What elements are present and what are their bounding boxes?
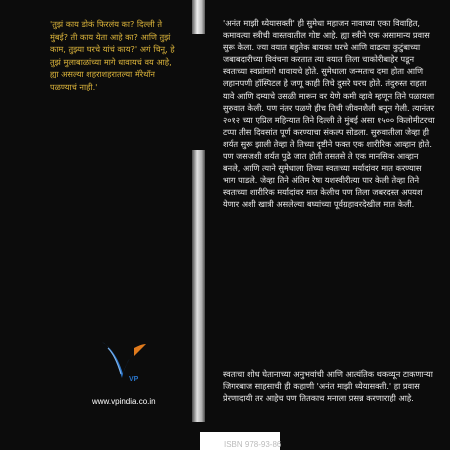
tagline-text: स्वतःचा शोध घेतानाच्या अनुभवांची आणि आत्यंतिक थकव्यून टाकणाऱ्या जिगरबाज साहसाची ही कहाणी 'अनंत माझी ध्येयासक्ती.' हा प्रवास प्रेरणादायी तर आहेच पण तितकाच मनाला प्रसन्न करणाराही आहे. — [223, 369, 433, 404]
book-synopsis — [223, 17, 435, 213]
divider-bar-top — [192, 0, 205, 34]
book-tagline — [223, 368, 435, 404]
isbn-text: ISBN 978-93-86 — [224, 440, 282, 449]
publisher-website: www.vpindia.co.in — [92, 397, 156, 406]
divider-bar-middle — [192, 150, 205, 422]
logo-monogram: VP — [129, 376, 139, 383]
synopsis-paragraph: 'अनंत माझी ध्येयासक्ती' ही सुमेधा महाजन नावाच्या एका विवाहित, कमावत्या स्त्रीची वास्तवातील गोष्ट आहे. ह्या स्त्रीने एक असामान्य प्रवास सुरू केला. ज्या वयात बहुतेक बायका घरचे आणि वाढत्या कुटुंबाच्या जबाबदारीच्या विवंचना करतात त्या वयात तिला चाकोरीबाहेर पडून स्वतःच्या स्वप्नांमागे धावायचे होते. सुमेधाला जन्मतःच दमा होता आणि लहानपणी हॉस्पिटल हे जणू काही तिचे दुसरे घरच होते. तंदुरुस्त राहता यावे आणि दम्याचे उसळी मारून वर येणे कमी व्हावे म्हणून तिने पळायला सुरुवात केली. पण नंतर पळणे हीच तिची जीवनशैली बनून गेली. त्यानंतर २०१२ च्या एप्रिल महिन्यात तिने दिल्ली ते मुंबई असा १५०० किलोमीटरचा टप्पा तीस दिवसांत पूर्ण करण्याचा संकल्प सोडला. सुरुवातीला जेव्हा ही शर्यत सुरू झाली तेव्हा ते तिच्या दृष्टीने फक्त एक शारीरिक आव्हान होते. पण जसजशी शर्यत पुढे जात होती तसतसे ते एक मानसिक आव्हान बनले, आणि त्याने सुमेधाला तिच्या स्वतःच्या मर्यादांवर मात करण्यास भाग पाडले. जेव्हा तिने अंतिम रेषा यशस्वीरीत्या पार केली तेव्हा तिने स्वतःच्या शारीरिक मर्यादांवर मात केलीच पण तिला जबरदस्त अपयश येणार अशी खात्री असलेल्या बघ्यांच्या पूर्वग्रहावरदेखील मात केली. — [223, 18, 435, 210]
cover-quote — [50, 18, 182, 94]
vp-logo-icon — [96, 334, 152, 390]
quote-text: 'तुझं काय डोकं फिरलंय का? दिल्ली ते मुंबई? ती काय येता आहे का? आणि तुझं काम, तुझ्या घरचे यांचं काय?' अगं चिनू, हे तुझं मुलाबाळांच्या मागे धावायचं वय आहे, ह्या असल्या शहराशहरातल्या मॅरेथॉन पळण्याचं नाही.' — [50, 19, 175, 92]
publisher-logo — [96, 334, 152, 390]
